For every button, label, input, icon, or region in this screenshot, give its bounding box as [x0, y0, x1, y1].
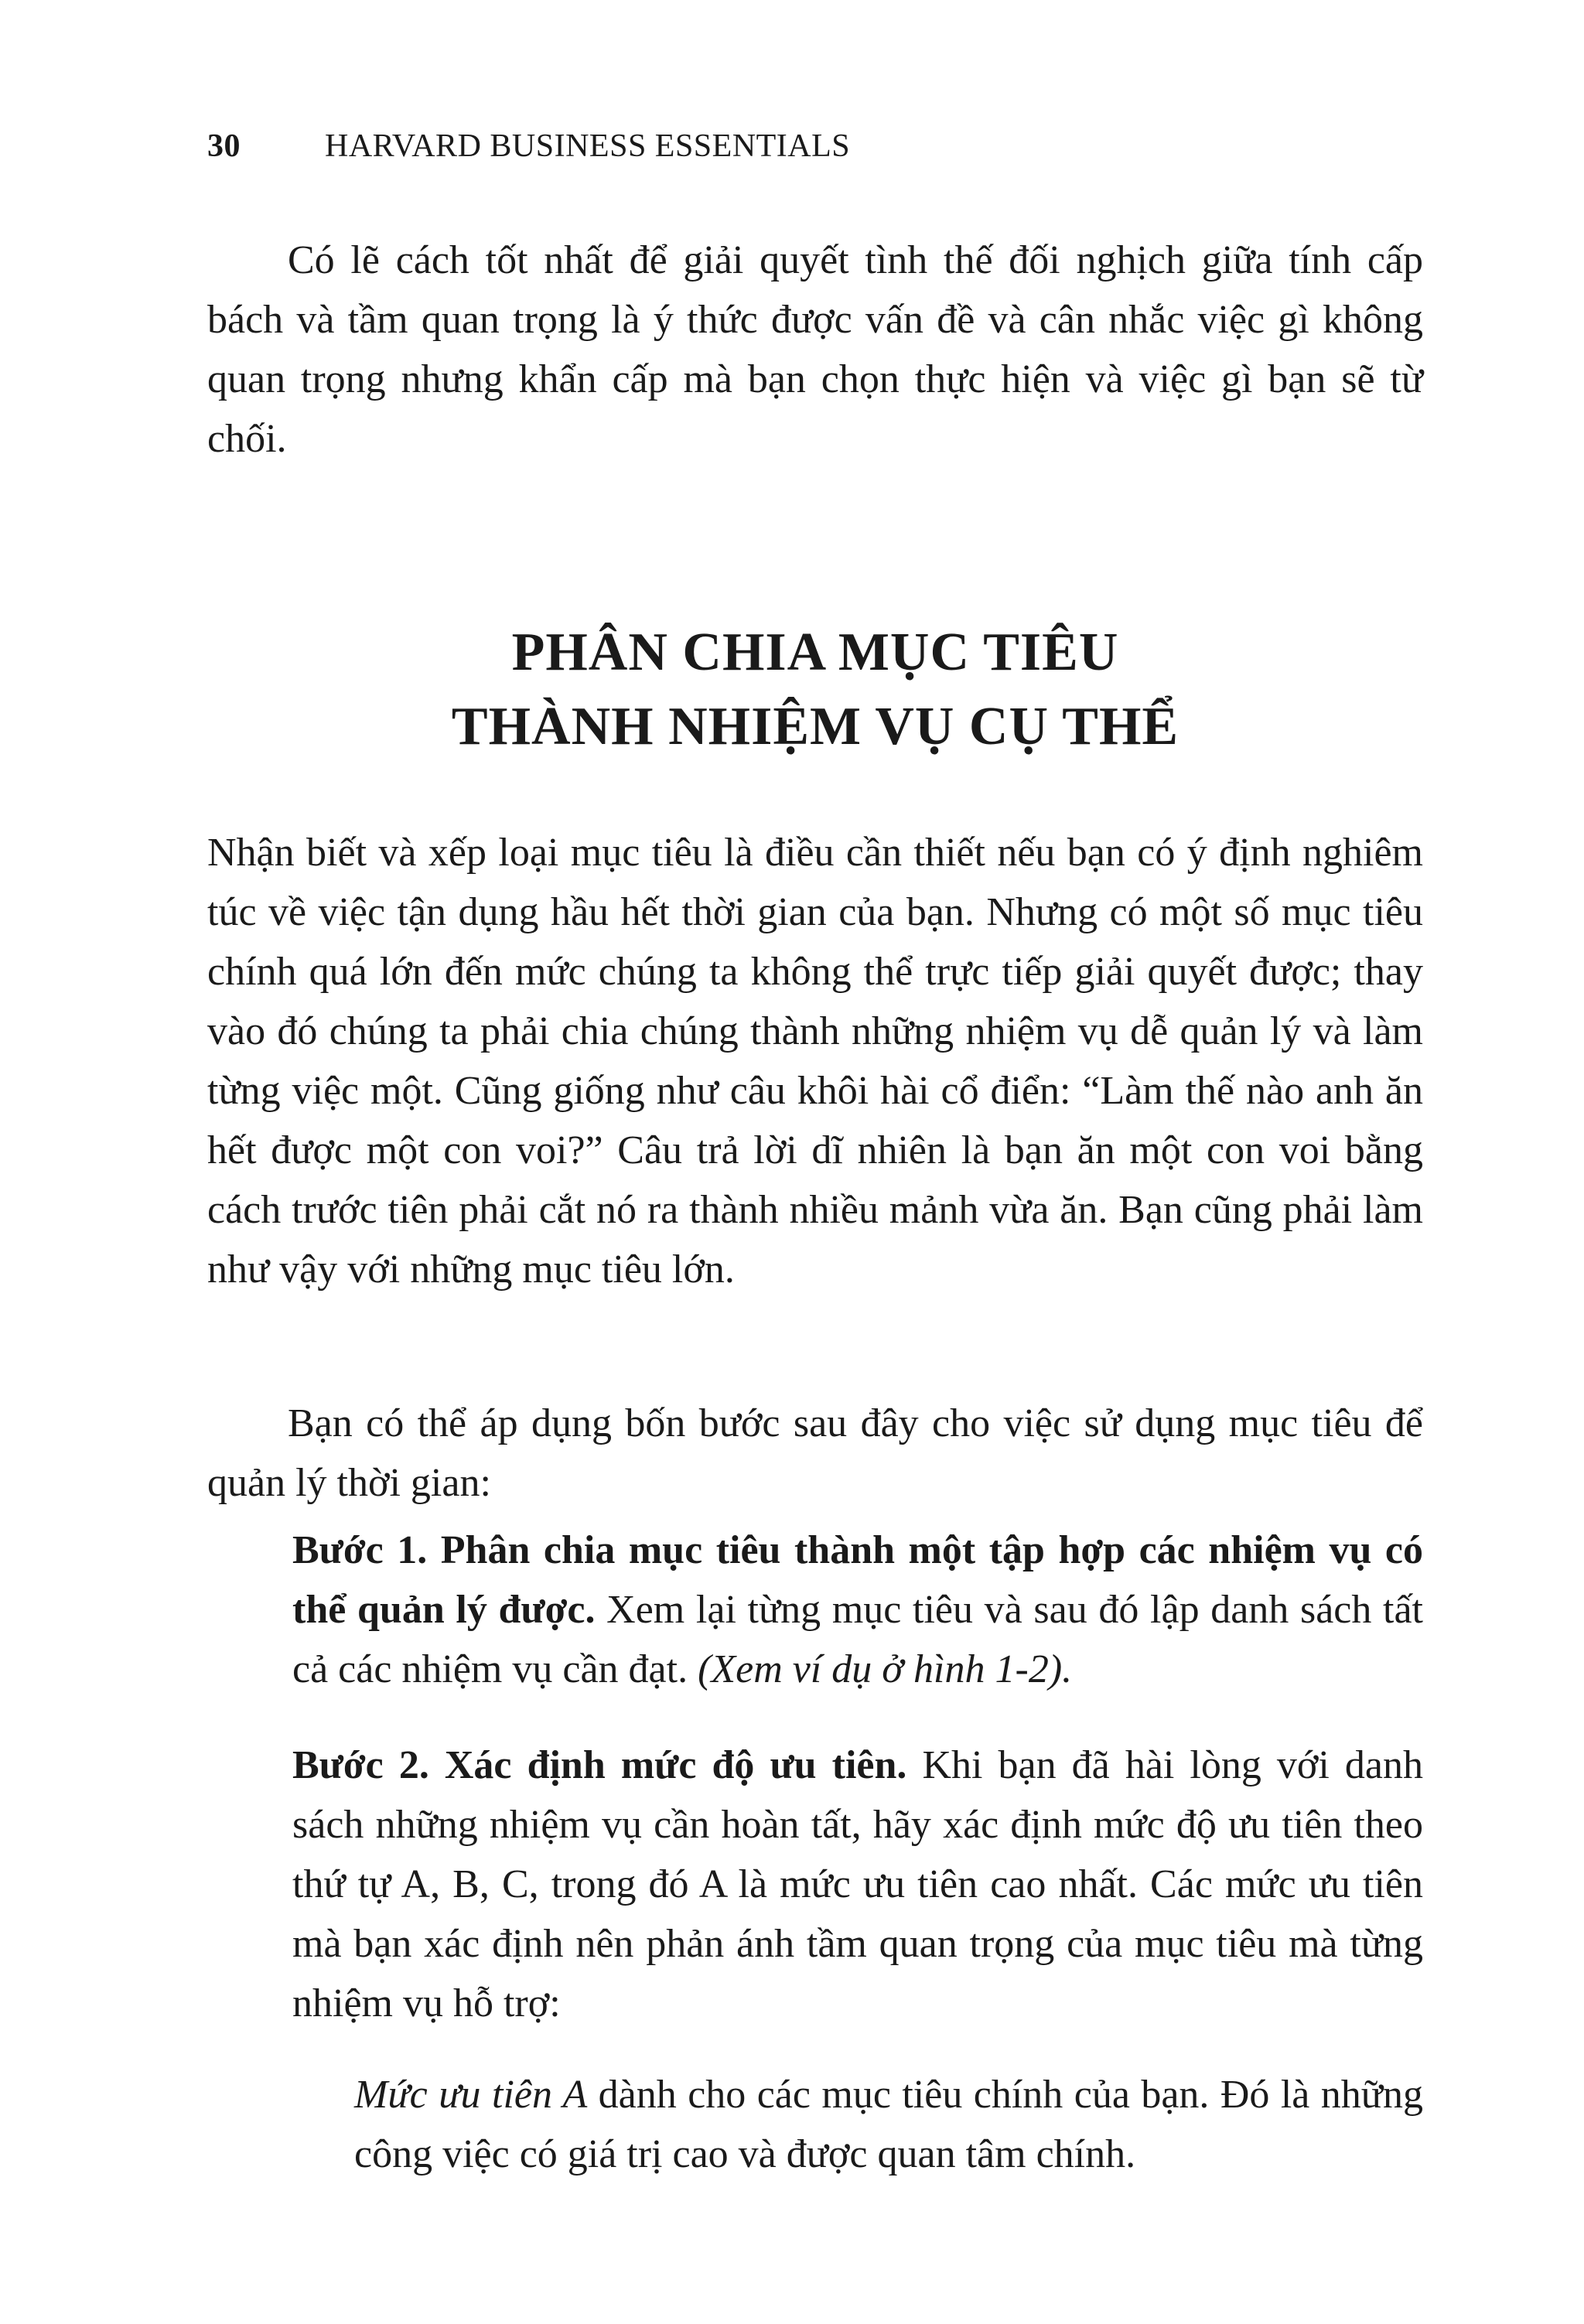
priority-a-section: [354, 2065, 1423, 2184]
step-2: [292, 1735, 1423, 2033]
section-heading-line-2: THÀNH NHIỆM VỤ CỤ THỂ: [451, 697, 1179, 756]
body-paragraph-2: Bạn có thể áp dụng bốn bước sau đây cho việc sử dụng mục tiêu để quản lý thời gian:: [207, 1401, 1423, 1505]
section-heading: [207, 616, 1423, 764]
body-section-2: [207, 1394, 1423, 1513]
priority-a-label: Mức ưu tiên A: [354, 2073, 588, 2117]
priority-a-paragraph: [354, 2065, 1423, 2184]
step-1-reference: (Xem ví dụ ở hình 1-2).: [698, 1647, 1073, 1691]
step-2-text: Khi bạn đã hài lòng với danh sách những nhiệm vụ cần hoàn tất, hãy xác định mức độ ưu tiên theo thứ tự A, B, C, trong đó A là mức ưu tiên cao nhất. Các mức ưu tiên mà bạn xác định nên phản ánh tầm quan trọng của mục tiêu mà từng nhiệm vụ hỗ trợ:: [292, 1743, 1423, 2025]
section-heading-line-1: PHÂN CHIA MỤC TIÊU: [511, 623, 1119, 682]
step-1: [292, 1520, 1423, 1699]
intro-section: [207, 230, 1423, 469]
step-1-paragraph: [292, 1520, 1423, 1699]
running-header: [207, 130, 850, 162]
priority-a-text: dành cho các mục tiêu chính của bạn. Đó là những công việc có giá trị cao và được quan tâm chính.: [354, 2073, 1423, 2176]
step-1-text: Xem lại từng mục tiêu và sau đó lập danh sách tất cả các nhiệm vụ cần đạt.: [292, 1588, 1424, 1691]
step-2-title: Bước 2. Xác định mức độ ưu tiên.: [292, 1743, 907, 1787]
body-section-1: [207, 823, 1423, 1299]
intro-paragraph: Có lẽ cách tốt nhất để giải quyết tình thế đối nghịch giữa tính cấp bách và tầm quan trọng là ý thức được vấn đề và cân nhắc việc gì không quan trọng nhưng khẩn cấp mà bạn chọn thực hiện và việc gì bạn sẽ từ chối.: [207, 238, 1423, 461]
page-number: 30: [207, 128, 241, 164]
book-title: HARVARD BUSINESS ESSENTIALS: [325, 128, 851, 164]
step-1-title: Bước 1. Phân chia mục tiêu thành một tập hợp các nhiệm vụ có thể quản lý được.: [292, 1528, 1423, 1632]
step-2-paragraph: [292, 1735, 1423, 2033]
body-paragraph-1: Nhận biết và xếp loại mục tiêu là điều cần thiết nếu bạn có ý định nghiêm túc về việc tận dụng hầu hết thời gian của bạn. Nhưng có một số mục tiêu chính quá lớn đến mức chúng ta không thể trực tiếp giải quyết được; thay vào đó chúng ta phải chia chúng thành những nhiệm vụ dễ quản lý và làm từng việc một. Cũng giống như câu khôi hài cổ điển: “Làm thế nào anh ăn hết được một con voi?” Câu trả lời dĩ nhiên là bạn ăn một con voi bằng cách trước tiên phải cắt nó ra thành nhiều mảnh vừa ăn. Bạn cũng phải làm như vậy với những mục tiêu lớn.: [207, 831, 1423, 1292]
